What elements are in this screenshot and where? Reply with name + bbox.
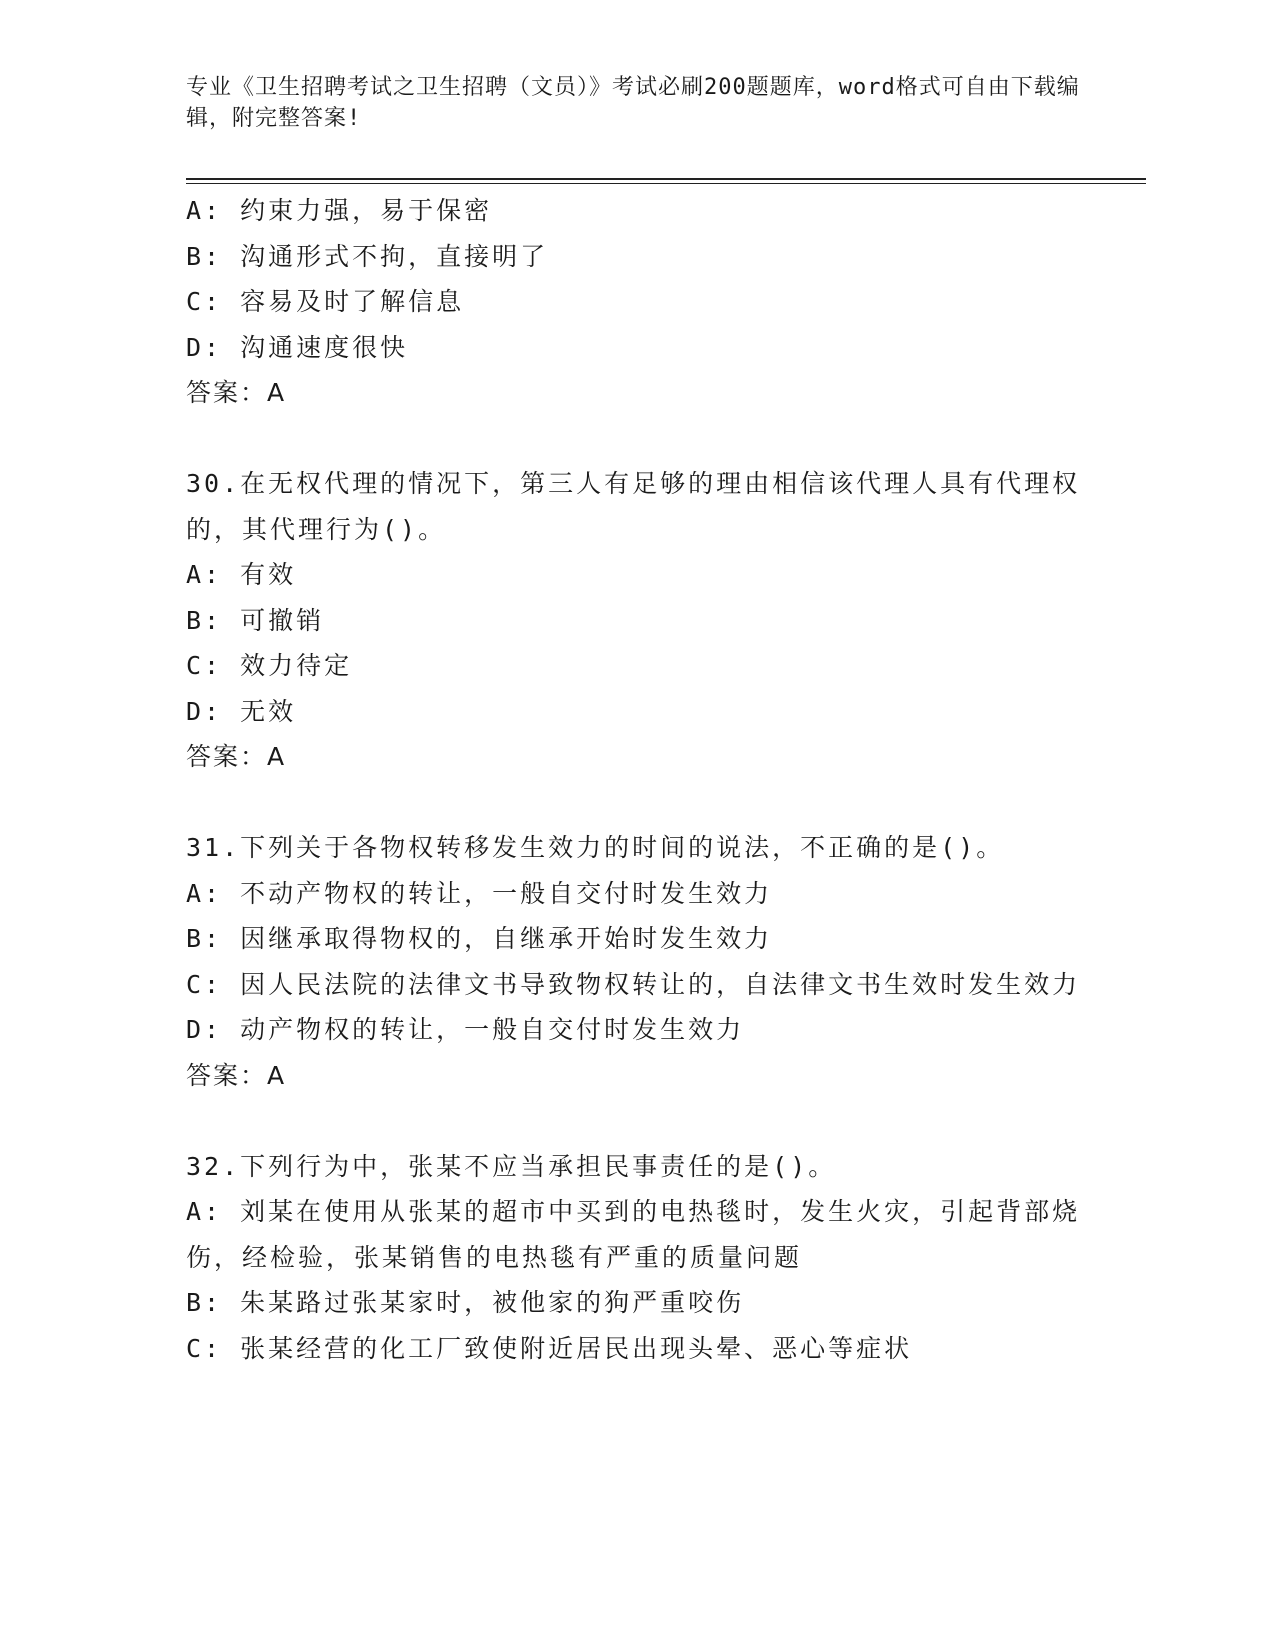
spacer [186, 416, 1086, 462]
option-d: D: 动产物权的转让，一般自交付时发生效力 [186, 1015, 745, 1044]
question-stem: 31.下列关于各物权转移发生效力的时间的说法，不正确的是()。 [186, 833, 1005, 862]
spacer [186, 1098, 1086, 1144]
option-c: C: 效力待定 [186, 651, 353, 680]
question-31 [186, 825, 1086, 1098]
option-a: A: 不动产物权的转让，一般自交付时发生效力 [186, 878, 773, 908]
question-block-previous [186, 188, 1086, 416]
answer: 答案：A [186, 742, 287, 771]
option-d: D: 沟通速度很快 [186, 332, 409, 362]
header-rule-thick [186, 178, 1146, 180]
option-c: C: 因人民法院的法律文书导致物权转让的，自法律文书生效时发生效力 [186, 969, 1081, 999]
option-c: C: 张某经营的化工厂致使附近居民出现头晕、恶心等症状 [186, 1333, 913, 1363]
option-b: B: 可撤销 [186, 605, 325, 635]
option-b: B: 沟通形式不拘，直接明了 [186, 241, 549, 271]
option-b: B: 因继承取得物权的，自继承开始时发生效力 [186, 924, 773, 953]
option-a: A: 约束力强，易于保密 [186, 196, 493, 225]
answer: 答案：A [186, 378, 287, 407]
question-stem: 32.下列行为中，张某不应当承担民事责任的是()。 [186, 1151, 837, 1181]
question-30 [186, 461, 1086, 780]
spacer [186, 780, 1086, 826]
option-c: C: 容易及时了解信息 [186, 287, 465, 316]
answer: 答案：A [186, 1060, 287, 1090]
document-header: 专业《卫生招聘考试之卫生招聘（文员）》考试必刷200题题库，word格式可自由下载编辑，附完整答案! [186, 75, 1080, 131]
option-a: A: 刘某在使用从张某的超市中买到的电热毯时，发生火灾，引起背部烧伤，经检验，张某销售的电热毯有严重的质量问题 [186, 1197, 1081, 1272]
question-content [186, 188, 1086, 1371]
option-a: A: 有效 [186, 560, 297, 589]
option-d: D: 无效 [186, 696, 297, 726]
question-32 [186, 1144, 1086, 1372]
option-b: B: 朱某路过张某家时，被他家的狗严重咬伤 [186, 1288, 745, 1317]
question-stem: 30.在无权代理的情况下，第三人有足够的理由相信该代理人具有代理权的，其代理行为()。 [186, 469, 1081, 544]
header-rule-thin [186, 183, 1146, 184]
